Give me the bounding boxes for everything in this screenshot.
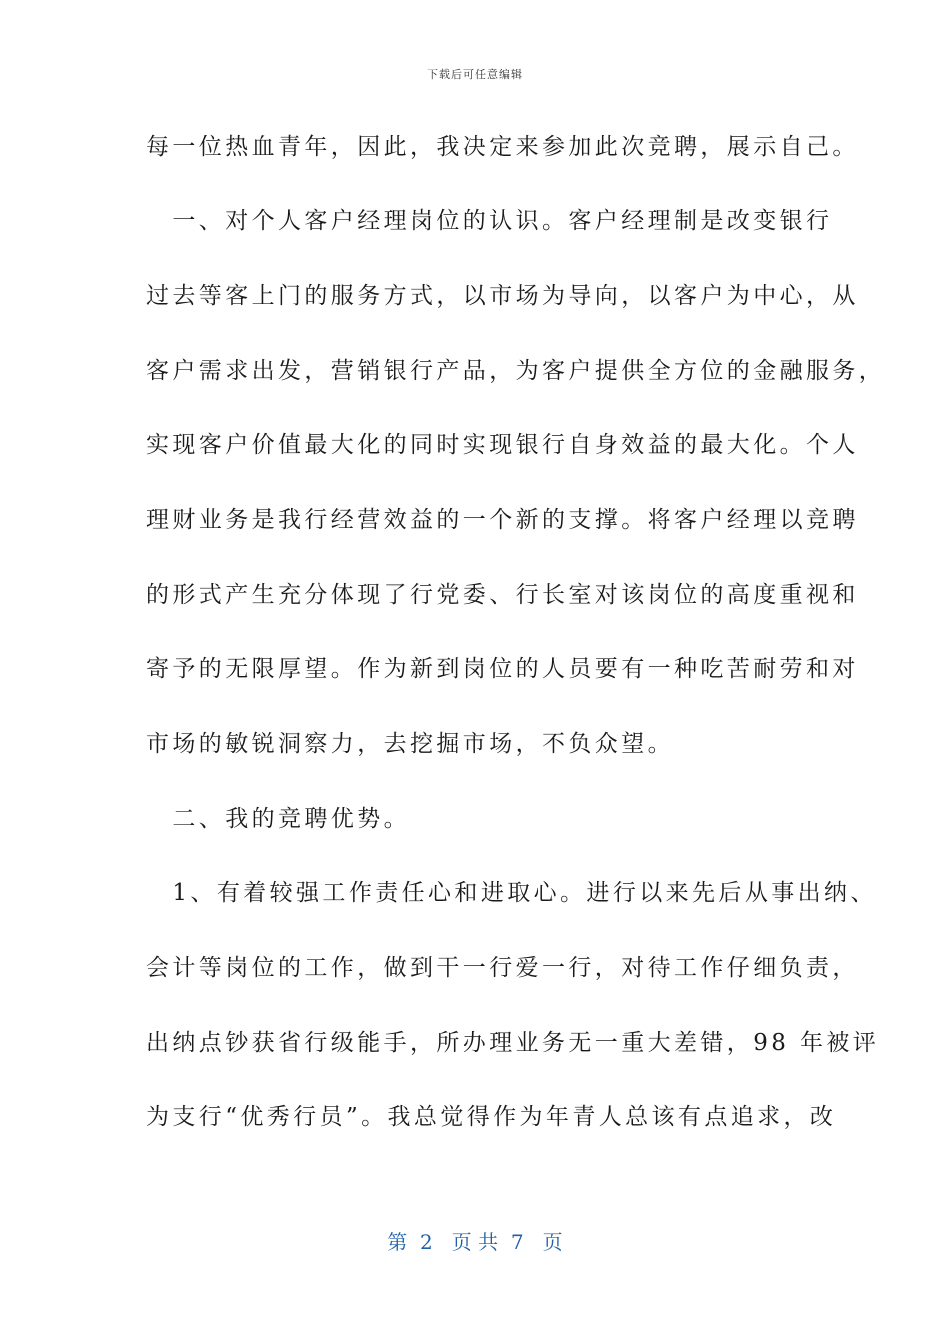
text-line: 的形式产生充分体现了行党委、行长室对该岗位的高度重视和 xyxy=(146,582,859,608)
text-line: 市场的敏锐洞察力，去挖掘市场，不负众望。 xyxy=(146,731,674,757)
text-line: 一、对个人客户经理岗位的认识。客户经理制是改变银行 xyxy=(146,208,833,234)
text-line: 二、我的竞聘优势。 xyxy=(146,806,410,832)
text-line: 会计等岗位的工作，做到干一行爱一行，对待工作仔细负责， xyxy=(146,955,859,981)
text-line: 实现客户价值最大化的同时实现银行自身效益的最大化。个人 xyxy=(146,432,859,458)
text-line: 寄予的无限厚望。作为新到岗位的人员要有一种吃苦耐劳和对 xyxy=(146,656,859,682)
text-line: 出纳点钞获省行级能手，所办理业务无一重大差错，98 年被评 xyxy=(146,1030,880,1056)
page-number-footer: 第 2 页 共 7 页 xyxy=(387,1230,563,1254)
text-line: 每一位热血青年，因此，我决定来参加此次竞聘，展示自己。 xyxy=(146,134,859,160)
text-line: 理财业务是我行经营效益的一个新的支撑。将客户经理以竞聘 xyxy=(146,507,859,533)
text-line: 客户需求出发，营销银行产品，为客户提供全方位的金融服务， xyxy=(146,358,886,384)
text-line: 为支行“优秀行员”。我总觉得作为年青人总该有点追求，改 xyxy=(146,1104,837,1130)
text-line: 1、有着较强工作责任心和进取心。进行以来先后从事出纳、 xyxy=(146,880,877,906)
page-header-note: 下载后可任意编辑 xyxy=(427,68,523,81)
text-line: 过去等客上门的服务方式，以市场为导向，以客户为中心，从 xyxy=(146,283,859,309)
